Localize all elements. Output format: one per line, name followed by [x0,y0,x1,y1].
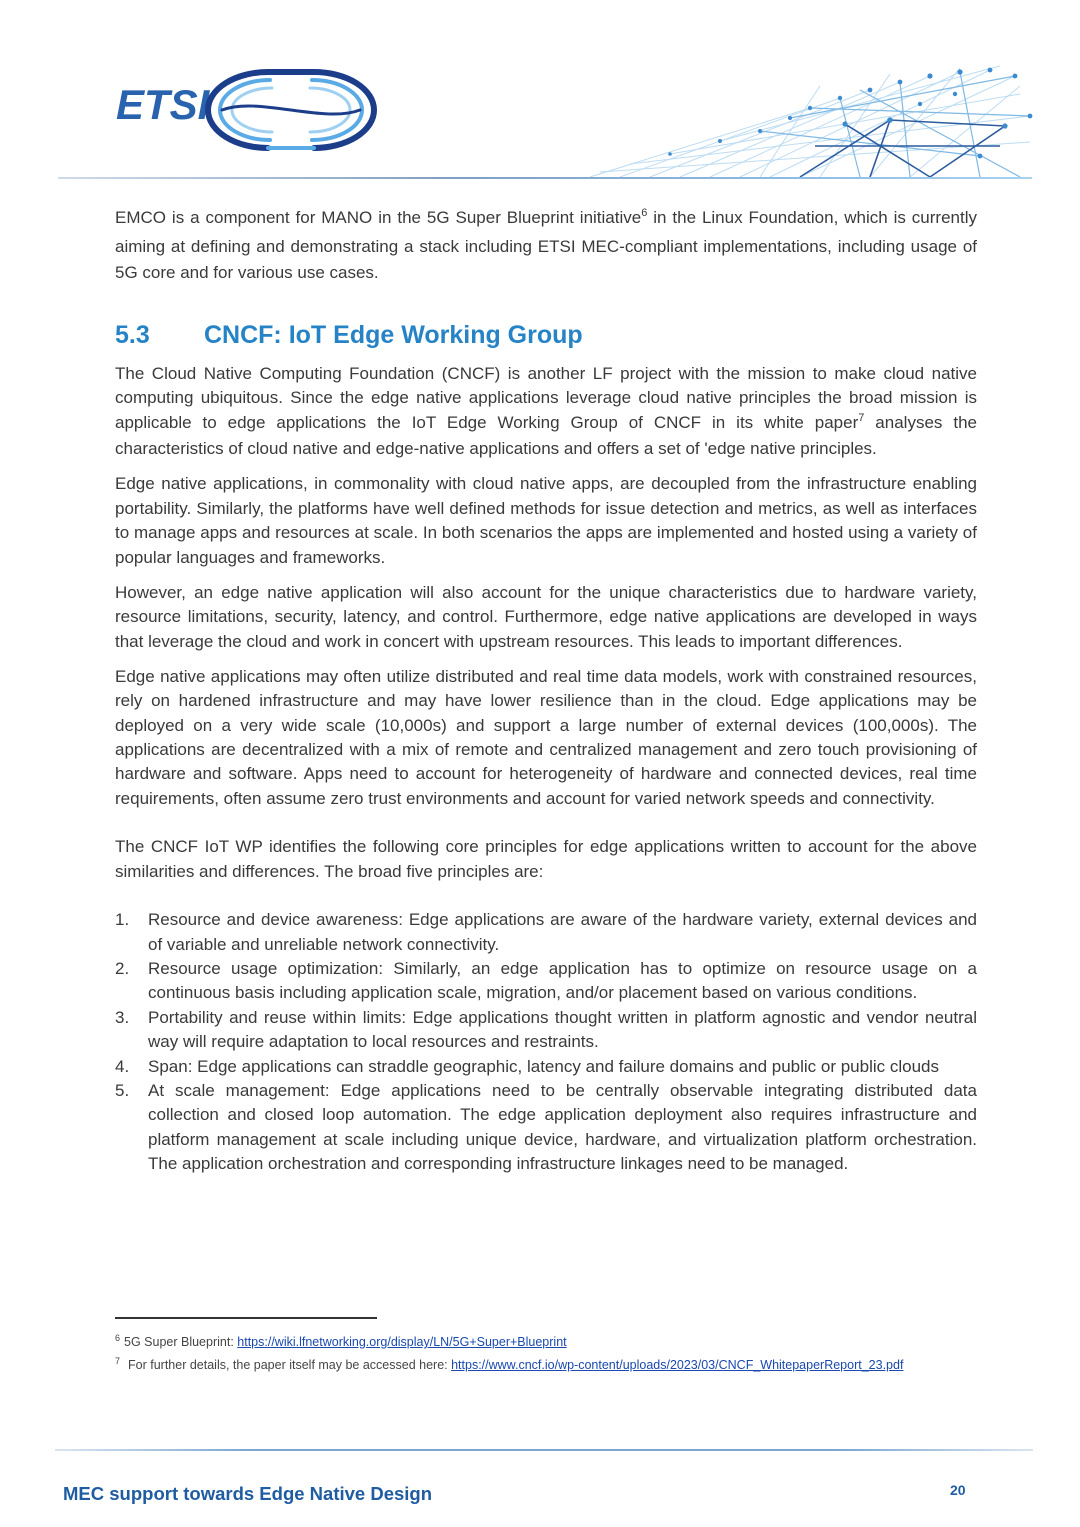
etsi-logo [112,66,378,152]
footnote-number: 6 [115,1333,121,1343]
body-paragraph: The CNCF IoT WP identifies the following core principles for edge applications written to account for the above similarities and differences. The broad five principles are: [115,837,977,881]
intro-paragraph [115,205,977,287]
footnote-link[interactable]: https://wiki.lfnetworking.org/display/LN/5G+Super+Blueprint [237,1335,567,1349]
paragraph-text: The Cloud Native Computing Foundation (CNCF) is another LF project with the mission to make cloud native computing ubiquitous. Since the edge native applications leverage cloud native principles the broad mission is applicable to edge applications the IoT Edge Working Group of CNCF in its white paper [115,364,977,432]
footnote-link[interactable]: https://www.cncf.io/wp-content/uploads/2023/03/CNCF_WhitepaperReport_23.pdf [451,1358,904,1372]
principle-text: Span: Edge applications can straddle geographic, latency and failure domains and public or public clouds [148,1056,940,1076]
principle-number: 5. [115,1080,130,1100]
network-light-lines [590,66,1030,177]
section-heading [115,320,583,350]
footnote-ref-6: 6 [641,207,648,219]
section-body [115,362,977,1177]
principle-number: 3. [115,1007,130,1027]
principle-number: 1. [115,910,130,930]
logo-swoosh [208,72,374,148]
principle-item [115,1006,977,1055]
section-number: 5.3 [115,321,150,349]
network-graphic [560,46,1036,180]
paragraph-text-continued: analyses the characteristics of cloud native and edge-native applications and offers a set of 'edge native principles. [115,412,977,459]
principle-text: Portability and reuse within limits: Edge applications thought written in platform agnostic and vendor neutral way will require adaptation to local resources and restraints. [148,1007,977,1052]
intro-text: EMCO is a component for MANO in the 5G Super Blueprint initiative [115,208,642,227]
footnote-number: 7 [115,1356,121,1366]
principle-item [115,957,977,1006]
header-rule [58,177,1032,179]
principle-text: Resource usage optimization: Similarly, an edge application has to optimize on resource usage on a continuous basis including application scale, migration, and/or placement based on various conditions. [148,958,977,1003]
principle-text: At scale management: Edge applications need to be centrally observable integrating distributed data collection and closed loop automation. The edge application deployment also requires infrastructure and platform management at scale including unique device, hardware, and virtualization platform orchestration. The application orchestration and corresponding infrastructure linkages need to be managed. [148,1080,977,1174]
principle-text: Resource and device awareness: Edge applications are aware of the hardware variety, external devices and of variable and unreliable network connectivity. [148,910,977,954]
footnote [115,1331,995,1354]
body-paragraph [115,362,977,462]
footnote-separator [115,1317,377,1319]
principle-item [115,1079,977,1177]
body-paragraph: Edge native applications, in commonality with cloud native apps, are decoupled from the infrastructure enabling portability. Similarly, the platforms have well defined methods for issue detection and metrics, as well as interfaces to manage apps and resources at scale. In both scenarios the apps are implemented and hosted using a variety of popular languages and frameworks. [115,474,977,567]
intro-text-continued: in the Linux Foundation, which is currently aiming at defining and demonstrating a stack including ETSI MEC-compliant implementations, including usage of 5G core and for various use cases. [115,208,977,282]
page-number: 20 [950,1482,966,1498]
section-title: CNCF: IoT Edge Working Group [204,321,583,349]
footer-rule [55,1449,1033,1451]
footnote-ref-7: 7 [858,411,865,424]
principles-list [115,908,977,1176]
footnote [115,1354,995,1377]
principle-item [115,1055,977,1079]
body-paragraph: However, an edge native application will also account for the unique characteristics due to hardware variety, resource limitations, security, latency, and control. Furthermore, edge native applications are developed in ways that leverage the cloud and work in concert with upstream resources. This leads to important differences. [115,582,977,651]
logo-text: ETSI [116,81,210,128]
principle-number: 4. [115,1056,130,1076]
principle-item [115,908,977,957]
footnote-label: For further details, the paper itself may be accessed here: [128,1358,452,1372]
body-paragraph: Edge native applications may often utilize distributed and real time data models, work with constrained resources, rely on hardened infrastructure and may have lower resilience than in the cloud. Edge applications may be deployed on a very wide scale (10,000s) and support a large number of external devices (100,000s). The applications are decentralized with a mix of remote and centralized management and zero touch provisioning of hardware and software. Apps need to account for heterogeneity of hardware and connected devices, real time requirements, often assume zero trust environments and account for varied network speeds and connectivity. [115,666,977,808]
principle-number: 2. [115,958,130,978]
footnote-label: 5G Super Blueprint: [124,1335,238,1349]
footnotes [115,1331,995,1377]
footer-title: MEC support towards Edge Native Design [63,1483,433,1504]
